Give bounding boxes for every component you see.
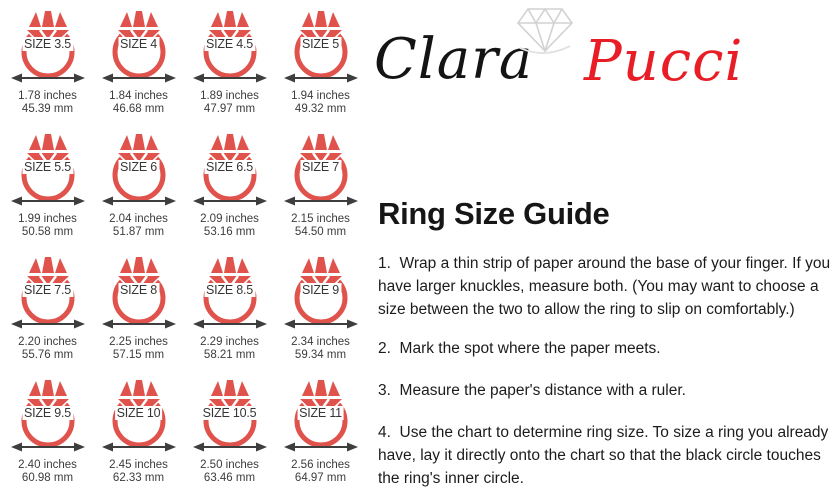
ring-measurements bbox=[2, 90, 93, 116]
ring-size-label: SIZE 11 bbox=[299, 406, 342, 420]
ring-size-inches: 1.84 inches bbox=[109, 90, 168, 102]
ring-size-mm: 64.97 mm bbox=[294, 472, 347, 484]
ring-size-inches: 2.40 inches bbox=[18, 459, 77, 471]
ring-size-mm: 57.15 mm bbox=[112, 349, 165, 361]
ring-size-label: SIZE 9.5 bbox=[23, 406, 72, 420]
ring-size-mm: 62.33 mm bbox=[112, 472, 165, 484]
ring-size-label: SIZE 7.5 bbox=[23, 283, 72, 297]
ring-size-chart bbox=[2, 8, 366, 500]
ring-size-inches: 2.15 inches bbox=[291, 213, 350, 225]
ring-size-inches: 2.25 inches bbox=[109, 336, 168, 348]
ring-size-label: SIZE 7 bbox=[301, 160, 340, 174]
ring-measurements bbox=[93, 213, 184, 239]
ring-size-label: SIZE 5.5 bbox=[23, 160, 72, 174]
ring-size-cell bbox=[93, 254, 184, 377]
ring-size-inches: 1.99 inches bbox=[18, 213, 77, 225]
diamond-outline-icon bbox=[514, 6, 576, 60]
ring-size-inches: 2.45 inches bbox=[109, 459, 168, 471]
ring-size-label: SIZE 4.5 bbox=[205, 37, 254, 51]
ring-measurements bbox=[184, 213, 275, 239]
guide-step-2: 2. Mark the spot where the paper meets. bbox=[378, 340, 661, 357]
guide-step-1: 1. Wrap a thin strip of paper around the base of your finger. If you have larger knuckles, measure both. (You may want to choose a size between the two to allow the ring to slip on comfortably.) bbox=[378, 255, 835, 318]
ring-size-mm: 54.50 mm bbox=[294, 226, 347, 238]
ring-measurements bbox=[275, 213, 366, 239]
page-title: Ring Size Guide bbox=[378, 196, 610, 231]
ring-measurements bbox=[275, 459, 366, 485]
ring-size-inches: 2.29 inches bbox=[200, 336, 259, 348]
ring-size-inches: 2.34 inches bbox=[291, 336, 350, 348]
ring-size-mm: 59.34 mm bbox=[294, 349, 347, 361]
ring-measurements bbox=[184, 336, 275, 362]
guide-step-4: 4. Use the chart to determine ring size. To size a ring you already have, lay it directly onto the chart so that the black circle touches the ring's inner circle. bbox=[378, 424, 833, 487]
ring-size-cell bbox=[2, 254, 93, 377]
ring-size-label: SIZE 9 bbox=[301, 283, 340, 297]
ring-size-mm: 58.21 mm bbox=[203, 349, 256, 361]
ring-size-cell bbox=[275, 8, 366, 131]
ring-size-inches: 2.56 inches bbox=[291, 459, 350, 471]
ring-size-label: SIZE 4 bbox=[119, 37, 158, 51]
ring-size-label: SIZE 5 bbox=[301, 37, 340, 51]
ring-measurements bbox=[275, 90, 366, 116]
ring-size-mm: 46.68 mm bbox=[112, 103, 165, 115]
ring-size-mm: 47.97 mm bbox=[203, 103, 256, 115]
brand-name-second: Pucci bbox=[584, 29, 744, 94]
ring-size-mm: 45.39 mm bbox=[21, 103, 74, 115]
ring-size-mm: 53.16 mm bbox=[203, 226, 256, 238]
ring-size-inches: 1.94 inches bbox=[291, 90, 350, 102]
ring-size-cell bbox=[93, 131, 184, 254]
ring-measurements bbox=[184, 90, 275, 116]
guide-step-3: 3. Measure the paper's distance with a ruler. bbox=[378, 382, 686, 399]
brand-name-first: Clara bbox=[374, 27, 534, 92]
ring-size-inches: 2.04 inches bbox=[109, 213, 168, 225]
ring-size-mm: 50.58 mm bbox=[21, 226, 74, 238]
ring-size-mm: 55.76 mm bbox=[21, 349, 74, 361]
ring-measurements bbox=[2, 459, 93, 485]
ring-measurements bbox=[2, 336, 93, 362]
ring-size-label: SIZE 8.5 bbox=[205, 283, 254, 297]
ring-measurements bbox=[93, 459, 184, 485]
ring-size-label: SIZE 10.5 bbox=[202, 406, 257, 420]
ring-size-cell bbox=[184, 8, 275, 131]
ring-size-label: SIZE 6 bbox=[119, 160, 158, 174]
ring-size-mm: 63.46 mm bbox=[203, 472, 256, 484]
ring-measurements bbox=[184, 459, 275, 485]
ring-measurements bbox=[93, 90, 184, 116]
ring-size-inches: 2.20 inches bbox=[18, 336, 77, 348]
ring-size-mm: 49.32 mm bbox=[294, 103, 347, 115]
ring-size-cell bbox=[93, 8, 184, 131]
ring-measurements bbox=[93, 336, 184, 362]
ring-size-label: SIZE 10 bbox=[116, 406, 161, 420]
ring-size-inches: 1.78 inches bbox=[18, 90, 77, 102]
ring-size-mm: 51.87 mm bbox=[112, 226, 165, 238]
ring-measurements bbox=[275, 336, 366, 362]
ring-measurements bbox=[2, 213, 93, 239]
ring-size-cell bbox=[184, 131, 275, 254]
ring-size-cell bbox=[275, 254, 366, 377]
ring-size-label: SIZE 8 bbox=[119, 283, 158, 297]
ring-size-label: SIZE 6.5 bbox=[205, 160, 254, 174]
ring-size-inches: 2.09 inches bbox=[200, 213, 259, 225]
ring-size-cell bbox=[184, 377, 275, 500]
ring-size-mm: 60.98 mm bbox=[21, 472, 74, 484]
ring-size-inches: 2.50 inches bbox=[200, 459, 259, 471]
ring-size-inches: 1.89 inches bbox=[200, 90, 259, 102]
ring-size-cell bbox=[2, 8, 93, 131]
ring-size-cell bbox=[93, 377, 184, 500]
ring-size-cell bbox=[275, 377, 366, 500]
ring-size-cell bbox=[184, 254, 275, 377]
ring-size-cell bbox=[2, 131, 93, 254]
ring-size-label: SIZE 3.5 bbox=[23, 37, 72, 51]
ring-size-cell bbox=[2, 377, 93, 500]
ring-size-cell bbox=[275, 131, 366, 254]
